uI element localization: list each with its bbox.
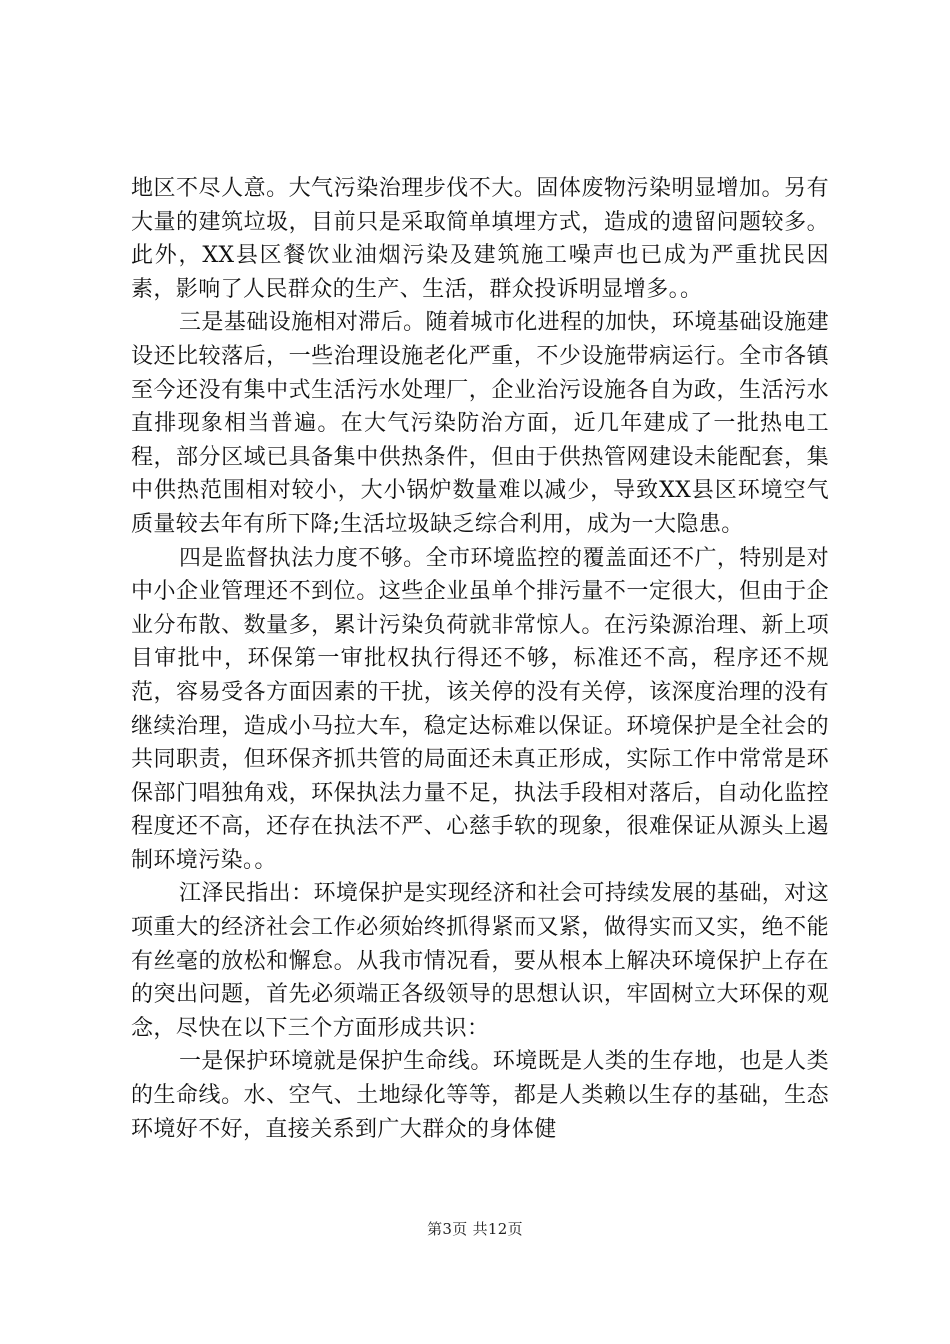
paragraph-enforcement: 四是监督执法力度不够。全市环境监控的覆盖面还不广，特别是对中小企业管理还不到位。这些企业虽单个排污量不一定很大，但由于企业分布散、数量多，累计污染负荷就非常惊人。在污染源治理、新上项目审批中，环保第一审批权执行得还不够，标准还不高，程序还不规范，容易受各方面因素的干扰，该关停的没有关停，该深度治理的没有继续治理，造成小马拉大车，稳定达标难以保证。环境保护是全社会的共同职责，但环保齐抓共管的局面还未真正形成，实际工作中常常是环保部门唱独角戏，环保执法力量不足，执法手段相对落后，自动化监控程度还不高，还存在执法不严、心慈手软的现象，很难保证从源头上遏制环境污染。。 <box>131 545 829 873</box>
page-number: 第3页 共12页 <box>427 1220 523 1238</box>
paragraph-quote: 江泽民指出：环境保护是实现经济和社会可持续发展的基础，对这项重大的经济社会工作必须始终抓得紧而又紧，做得实而又实，绝不能有丝毫的放松和懈怠。从我市情况看，要从根本上解决环境保护上存在的突出问题，首先必须端正各级领导的思想认识，牢固树立大环保的观念，尽快在以下三个方面形成共识： <box>131 881 829 1041</box>
paragraph-lifeline: 一是保护环境就是保护生命线。环境既是人类的生存地，也是人类的生命线。水、空气、土地绿化等等，都是人类赖以生存的基础，生态环境好不好，直接关系到广大群众的身体健 <box>131 1049 829 1142</box>
paragraph-continuation: 地区不尽人意。大气污染治理步伐不大。固体废物污染明显增加。另有大量的建筑垃圾，目前只是采取简单填埋方式，造成的遗留问题较多。此外，XX县区餐饮业油烟污染及建筑施工噪声也已成为严重扰民因素，影响了人民群众的生产、生活，群众投诉明显增多。。 <box>131 176 829 302</box>
paragraph-infrastructure: 三是基础设施相对滞后。随着城市化进程的加快，环境基础设施建设还比较落后，一些治理设施老化严重，不少设施带病运行。全市各镇至今还没有集中式生活污水处理厂，企业治污设施各自为政，生活污水直排现象相当普遍。在大气污染防治方面，近几年建成了一批热电工程，部分区域已具备集中供热条件，但由于供热管网建设未能配套，集中供热范围相对较小，大小锅炉数量难以减少，导致XX县区环境空气质量较去年有所下降;生活垃圾缺乏综合利用，成为一大隐患。 <box>131 310 829 537</box>
document-body <box>131 172 829 1146</box>
